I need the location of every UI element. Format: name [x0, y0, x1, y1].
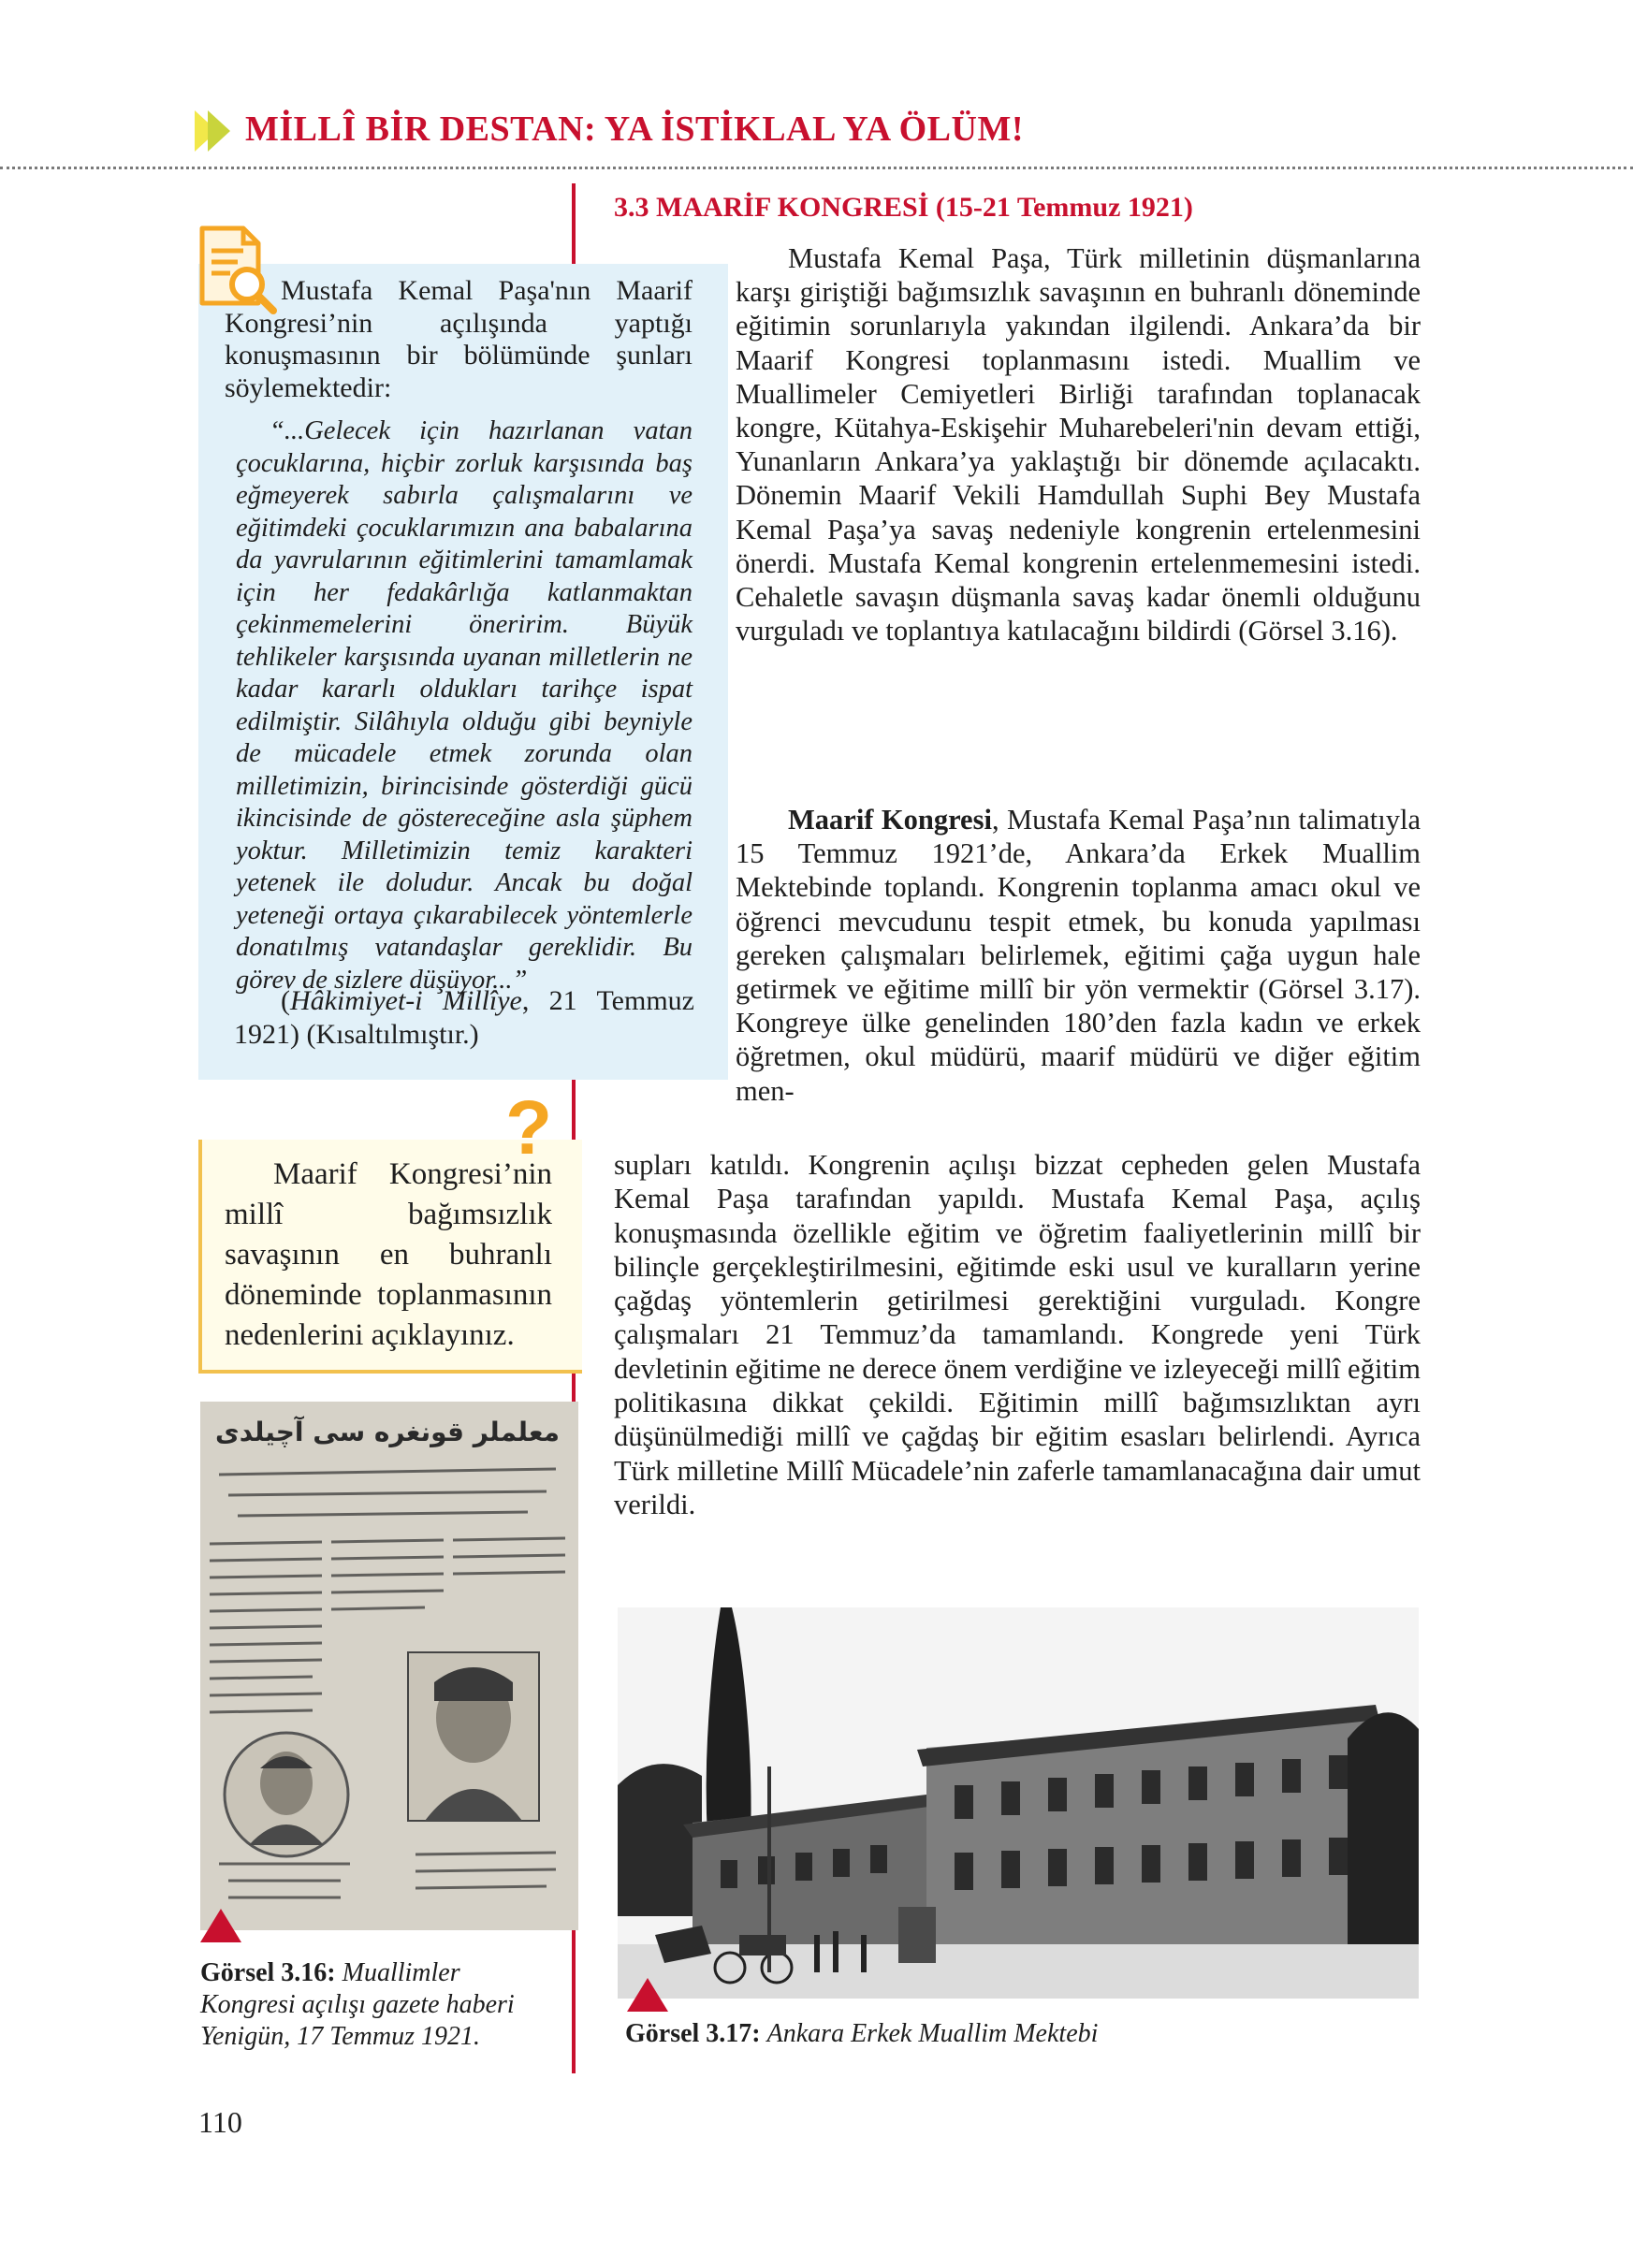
page-number: 110 [198, 2105, 242, 2139]
newspaper-caption-label: Görsel 3.16: [200, 1958, 336, 1987]
quote-body: “...Gelecek için hazırlanan vatan çocuklarına, hiçbir zorluk karşısında baş eğmeyerek sabırla çalışmalarını ve eğitimdeki çocuklarımızın ana babalarına da yavrularının eğitimlerini tamamlamak için her fedakârlığa katlanmaktan çekinmemelerini öneririm. Büyük tehlikeler karşısında uyanan milletlerin ne kadar kararlı oldukları tarihçe ispat edilmiştir. Silâhıyla olduğu gibi beyniyle de mücadele etmek zorunda olan milletimizin, birincisinde gösterdiği gücü ikincisinde de göstereceğine asla şüphem yoktur. Milletimizin temiz karakteri yetenek ile doludur. Ancak bu doğal yeteneği ortaya çıkarabilecek yöntemlerle donatılmış vatandaşlar gereklidir. Bu görev de sizlere düşüyor...” [236, 416, 693, 995]
school-caption-text: Ankara Erkek Muallim Mektebi [766, 2019, 1099, 2048]
quote-source-title: Hâkimiyet-i Millîye [290, 985, 522, 1016]
paragraph-1-text: Mustafa Kemal Paşa, Türk milletinin düşmanlarına karşı giriştiği bağımsızlık savaşının en buhranlı döneminde eğitimin sorunlarıyla yakından ilgilendi. Ankara’da bir Maarif Kongresi toplanmasını istedi. Muallim ve Muallimeler Cemiyetleri Birliği tarafından toplanacak kongre, Kütahya-Eskişehir Muharebeleri'nin devam ettiği, Yunanların Ankara’ya yaklaştığı bir dönemde açılacaktı. Dönemin Maarif Vekili Hamdullah Suphi Bey Mustafa Kemal Paşa’ya savaş nedeniyle kongrenin ertelenmesini önerdi. Mustafa Kemal kongrenin ertelenmemesini istedi. Cehaletle savaşın düşmanla savaş kadar önemli olduğunu vurguladı ve toplantıya katılacağını bildirdi (Görsel 3.16). [736, 242, 1421, 647]
section-heading: 3.3 MAARİF KONGRESİ (15-21 Temmuz 1921) [614, 192, 1193, 223]
quote-source-open: ( [281, 985, 290, 1016]
caption-marker-icon [627, 1978, 668, 2012]
paragraph-1 [736, 241, 1421, 647]
school-caption-label: Görsel 3.17: [625, 2019, 761, 2048]
question-mark-icon: ? [505, 1085, 553, 1170]
paragraph-2-bold: Maarif Kongresi [788, 804, 992, 836]
paragraph-2 [736, 803, 1421, 1108]
newspaper-caption [200, 1957, 556, 2053]
question-text [225, 1155, 552, 1356]
quote-source [234, 984, 694, 1052]
quote-source-rest: , 21 Temmuz 1921) (Kısaltılmıştır.) [234, 985, 694, 1050]
quote-intro-text: Mustafa Kemal Paşa'nın Maarif Kongresi’nin açılışında yaptığı konuşmasının bir bölümünde şunları söylemektedir: [225, 275, 693, 403]
school-building-photo [618, 1607, 1419, 1999]
paragraph-2-continued: supları katıldı. Kongrenin açılışı bizzat cepheden gelen Mustafa Kemal Paşa tarafından yapıldı. Mustafa Kemal Paşa, açılış konuşmasında özellikle eğitim ve öğretim faaliyetlerinin millî bir bilinçle gerçekleştirilmesini, eğitimde eski usul ve kuralların yerine çağdaş yöntemlerin getirilmesi gerektiğini vurguladı. Kongre çalışmaları 21 Temmuz’da tamamlandı. Kongrede yeni Türk devletinin eğitime ne derece önem verdiğine ve izleyeceği millî eğitim politikasına dikkat çekildi. Eğitimin millî bağımsızlıktan ayrı düşünülmediği millî ve çağdaş bir eğitim esasları belirlendi. Ayrıca Türk milletine Millî Mücadele’nin zaferle tamamlanacağına dair umut verildi. [614, 1149, 1421, 1520]
paragraph-2-text: , Mustafa Kemal Paşa’nın talimatıyla 15 Temmuz 1921’de, Ankara’da Erkek Muallim Mektebinde toplandı. Kongrenin toplanma amacı okul ve öğrenci mevcudunu tespit etmek, bu konuda yapılması gereken çalışmaları belirlemek, eğitimi çağa uygun hale getirmek ve eğitime millî bir yön vermektir (Görsel 3.17). Kongreye ülke genelinden 180’den fazla kadın ve erkek öğretmen, okul müdürü, maarif müdürü ve diğer eğitim men- [736, 804, 1421, 1107]
quote-text [236, 415, 693, 996]
header-divider [0, 167, 1633, 169]
question-body: Maarif Kongresi’nin millî bağımsızlık savaşının en buhranlı döneminde toplanmasının nedenlerini açıklayınız. [225, 1157, 552, 1352]
chevron-right-icon [195, 110, 236, 152]
newspaper-headline: معلملر قونغره سی آچیلدی [215, 1417, 560, 1447]
caption-marker-icon [200, 1909, 241, 1942]
header-title: MİLLÎ BİR DESTAN: YA İSTİKLAL YA ÖLÜM! [245, 109, 1024, 149]
quote-intro [225, 275, 693, 404]
school-photo-caption [625, 2019, 1098, 2049]
newspaper-caption-text: Muallimler Kongresi açılışı gazete haberi Yenigün, 17 Temmuz 1921. [200, 1958, 515, 2051]
newspaper-clipping-image [200, 1402, 578, 1930]
